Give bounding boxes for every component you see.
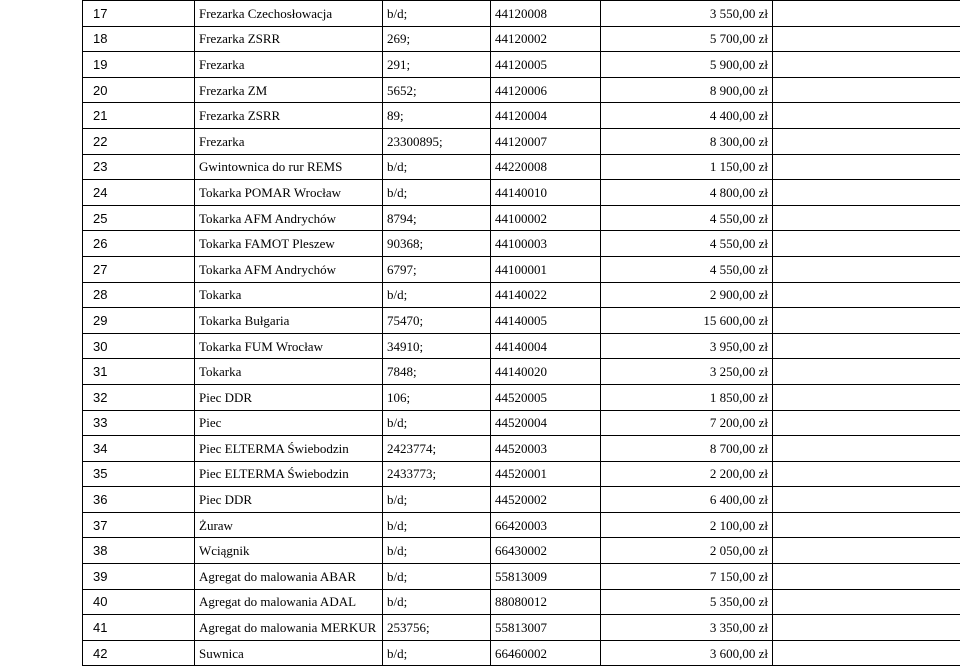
serial-number: b/d; [383,512,491,538]
inventory-number: 44140004 [491,333,601,359]
asset-value: 3 550,00 zł [601,1,773,27]
table-row [83,1,960,27]
row-number: 27 [83,256,195,282]
inventory-number: 66420003 [491,512,601,538]
inventory-number: 44520003 [491,436,601,462]
asset-value: 4 550,00 zł [601,256,773,282]
asset-value: 4 550,00 zł [601,231,773,257]
table-row [83,231,960,257]
inventory-number: 55813007 [491,615,601,641]
row-number: 29 [83,308,195,334]
inventory-number: 44520005 [491,384,601,410]
table-row [83,154,960,180]
serial-number: 106; [383,384,491,410]
empty-cell [773,1,960,27]
serial-number: b/d; [383,589,491,615]
row-number: 34 [83,436,195,462]
empty-cell [773,615,960,641]
inventory-number: 88080012 [491,589,601,615]
asset-value: 8 300,00 zł [601,128,773,154]
asset-name: Suwnica [195,640,383,666]
inventory-number: 44520004 [491,410,601,436]
serial-number: 89; [383,103,491,129]
serial-number: 2433773; [383,461,491,487]
inventory-number: 44120007 [491,128,601,154]
empty-cell [773,103,960,129]
asset-value: 5 350,00 zł [601,589,773,615]
asset-name: Agregat do malowania MERKUR [195,615,383,641]
serial-number: b/d; [383,640,491,666]
table-row [83,52,960,78]
inventory-number: 44100002 [491,205,601,231]
empty-cell [773,205,960,231]
asset-name: Piec DDR [195,487,383,513]
inventory-number: 44140010 [491,180,601,206]
empty-cell [773,512,960,538]
asset-name: Tokarka [195,359,383,385]
asset-name: Frezarka ZSRR [195,26,383,52]
empty-cell [773,359,960,385]
empty-cell [773,308,960,334]
serial-number: b/d; [383,487,491,513]
asset-name: Tokarka AFM Andrychów [195,256,383,282]
asset-name: Gwintownica do rur REMS [195,154,383,180]
asset-value: 3 600,00 zł [601,640,773,666]
serial-number: b/d; [383,564,491,590]
table-row [83,77,960,103]
serial-number: 7848; [383,359,491,385]
inventory-number: 44140020 [491,359,601,385]
serial-number: 90368; [383,231,491,257]
asset-value: 5 900,00 zł [601,52,773,78]
inventory-number: 44140005 [491,308,601,334]
asset-table-body [83,1,960,666]
asset-name: Wciągnik [195,538,383,564]
serial-number: 269; [383,26,491,52]
inventory-number: 44220008 [491,154,601,180]
asset-name: Piec [195,410,383,436]
inventory-number: 44120002 [491,26,601,52]
serial-number: b/d; [383,1,491,27]
inventory-number: 66460002 [491,640,601,666]
row-number: 25 [83,205,195,231]
row-number: 19 [83,52,195,78]
asset-value: 7 200,00 zł [601,410,773,436]
asset-value: 3 950,00 zł [601,333,773,359]
table-row [83,615,960,641]
asset-name: Frezarka ZM [195,77,383,103]
empty-cell [773,538,960,564]
inventory-number: 44140022 [491,282,601,308]
table-row [83,640,960,666]
table-row [83,359,960,385]
asset-value: 8 700,00 zł [601,436,773,462]
empty-cell [773,436,960,462]
asset-name: Piec ELTERMA Świebodzin [195,436,383,462]
serial-number: 75470; [383,308,491,334]
asset-value: 4 400,00 zł [601,103,773,129]
table-row [83,333,960,359]
empty-cell [773,333,960,359]
row-number: 24 [83,180,195,206]
inventory-number: 44120004 [491,103,601,129]
row-number: 17 [83,1,195,27]
row-number: 23 [83,154,195,180]
serial-number: 2423774; [383,436,491,462]
row-number: 31 [83,359,195,385]
asset-value: 3 250,00 zł [601,359,773,385]
serial-number: 6797; [383,256,491,282]
row-number: 18 [83,26,195,52]
asset-name: Tokarka AFM Andrychów [195,205,383,231]
empty-cell [773,154,960,180]
inventory-number: 44520001 [491,461,601,487]
table-row [83,256,960,282]
asset-name: Żuraw [195,512,383,538]
asset-name: Frezarka [195,52,383,78]
asset-value: 1 150,00 zł [601,154,773,180]
row-number: 22 [83,128,195,154]
table-row [83,512,960,538]
empty-cell [773,640,960,666]
empty-cell [773,77,960,103]
serial-number: b/d; [383,180,491,206]
empty-cell [773,589,960,615]
row-number: 32 [83,384,195,410]
empty-cell [773,564,960,590]
asset-name: Tokarka POMAR Wrocław [195,180,383,206]
asset-name: Frezarka [195,128,383,154]
empty-cell [773,180,960,206]
asset-name: Tokarka [195,282,383,308]
empty-cell [773,487,960,513]
asset-value: 2 050,00 zł [601,538,773,564]
table-row [83,26,960,52]
row-number: 39 [83,564,195,590]
row-number: 36 [83,487,195,513]
table-row [83,564,960,590]
empty-cell [773,461,960,487]
serial-number: 253756; [383,615,491,641]
table-row [83,410,960,436]
asset-value: 5 700,00 zł [601,26,773,52]
table-row [83,103,960,129]
asset-value: 2 100,00 zł [601,512,773,538]
row-number: 20 [83,77,195,103]
asset-value: 1 850,00 zł [601,384,773,410]
asset-value: 6 400,00 zł [601,487,773,513]
asset-name: Frezarka Czechosłowacja [195,1,383,27]
asset-value: 2 900,00 zł [601,282,773,308]
row-number: 40 [83,589,195,615]
empty-cell [773,52,960,78]
empty-cell [773,256,960,282]
asset-name: Tokarka FAMOT Pleszew [195,231,383,257]
row-number: 37 [83,512,195,538]
serial-number: 34910; [383,333,491,359]
table-row [83,282,960,308]
table-row [83,308,960,334]
serial-number: b/d; [383,282,491,308]
asset-name: Piec DDR [195,384,383,410]
asset-value: 15 600,00 zł [601,308,773,334]
empty-cell [773,128,960,154]
asset-name: Piec ELTERMA Świebodzin [195,461,383,487]
serial-number: b/d; [383,538,491,564]
inventory-number: 44120008 [491,1,601,27]
row-number: 41 [83,615,195,641]
asset-name: Agregat do malowania ABAR [195,564,383,590]
empty-cell [773,410,960,436]
empty-cell [773,231,960,257]
serial-number: b/d; [383,154,491,180]
inventory-number: 44520002 [491,487,601,513]
table-row [83,487,960,513]
asset-value: 8 900,00 zł [601,77,773,103]
row-number: 30 [83,333,195,359]
table-row [83,128,960,154]
table-row [83,180,960,206]
table-row [83,461,960,487]
row-number: 26 [83,231,195,257]
inventory-number: 55813009 [491,564,601,590]
serial-number: 5652; [383,77,491,103]
asset-value: 4 550,00 zł [601,205,773,231]
serial-number: 23300895; [383,128,491,154]
empty-cell [773,384,960,410]
row-number: 42 [83,640,195,666]
table-row [83,589,960,615]
asset-value: 3 350,00 zł [601,615,773,641]
inventory-number: 44120005 [491,52,601,78]
row-number: 21 [83,103,195,129]
asset-name: Tokarka FUM Wrocław [195,333,383,359]
serial-number: b/d; [383,410,491,436]
inventory-number: 44100001 [491,256,601,282]
asset-value: 7 150,00 zł [601,564,773,590]
empty-cell [773,26,960,52]
empty-cell [773,282,960,308]
row-number: 28 [83,282,195,308]
serial-number: 8794; [383,205,491,231]
row-number: 38 [83,538,195,564]
asset-table [82,0,960,666]
row-number: 33 [83,410,195,436]
table-row [83,384,960,410]
asset-value: 2 200,00 zł [601,461,773,487]
asset-name: Tokarka Bułgaria [195,308,383,334]
inventory-number: 44120006 [491,77,601,103]
table-row [83,538,960,564]
inventory-number: 44100003 [491,231,601,257]
inventory-number: 66430002 [491,538,601,564]
asset-name: Agregat do malowania ADAL [195,589,383,615]
asset-value: 4 800,00 zł [601,180,773,206]
table-row [83,205,960,231]
asset-name: Frezarka ZSRR [195,103,383,129]
table-row [83,436,960,462]
row-number: 35 [83,461,195,487]
serial-number: 291; [383,52,491,78]
